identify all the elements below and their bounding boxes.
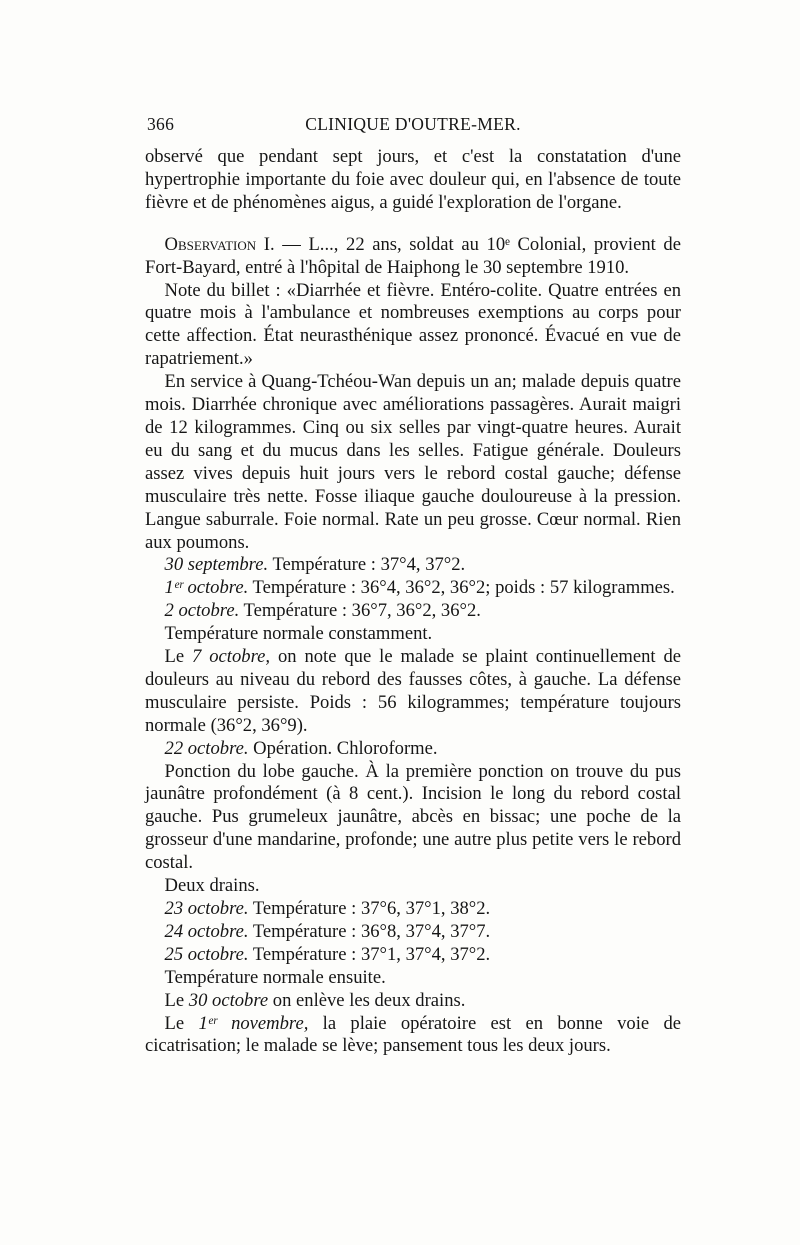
paragraph-temp-ensuite: Température normale ensuite. <box>164 966 386 988</box>
entry-date: 7 octobre, <box>192 646 271 668</box>
entry-text: Température : 37°6, 37°1, 38°2. <box>248 898 491 919</box>
entry-date: 24 octobre. <box>164 920 249 942</box>
paragraph-billet: Note du billet : «Diarrhée et fièvre. Entéro-colite. Quatre entrées en quatre mois à l'ambulance et nombreuses exemptions au corps pour cette affection. État neurasthénique assez prononcé. Évacué en vue de rapatriement.» <box>145 279 681 370</box>
entry-text: la plaie opératoire est en bonne voie de cicatrisation; le malade se lève; pansement tous les deux jours. <box>145 1012 681 1057</box>
entry-date: 1ᵉʳ octobre. <box>164 577 249 599</box>
paragraph-intro: observé que pendant sept jours, et c'est la constatation d'une hypertrophie importante du foie avec douleur qui, en l'absence de toute fièvre et de phénomènes aigus, a guidé l'exploration de l'organe. <box>145 146 681 213</box>
paragraph-temp-normale: Température normale constamment. <box>164 623 433 645</box>
paragraph-history: En service à Quang-Tchéou-Wan depuis un an; malade depuis quatre mois. Diarrhée chronique avec améliorations passagères. Aurait maigri de 12 kilogrammes. Cinq ou six selles par vingt-quatre heures. Aurait eu du sang et du mucus dans les selles. Fatigue générale. Douleurs assez vives depuis huit jours vers le rebord costal gauche; défense musculaire très nette. Fosse iliaque gauche douloureuse à la pression. Langue saburrale. Foie normal. Rate un peu grosse. Cœur normal. Rien aux poumons. <box>145 371 681 553</box>
entry-prefix: Le <box>164 646 193 668</box>
entry-text: Température : 36°8, 37°4, 37°7. <box>248 920 491 942</box>
entry-date: 2 octobre. <box>164 600 240 622</box>
paragraph-drains: Deux drains. <box>164 875 260 897</box>
entry-date: 30 septembre. <box>164 554 269 576</box>
entry-30-octobre <box>145 990 681 1013</box>
entry-date: 1ᵉʳ novembre, <box>198 1012 309 1034</box>
entry-30-septembre <box>145 554 681 577</box>
entry-date: 22 octobre. <box>164 737 249 759</box>
paragraph-ponction: Ponction du lobe gauche. À la première ponction on trouve du pus jaunâtre profondément (à 8 cent.). Incision le long du rebord costal gauche. Pus grumeleux jaunâtre, abcès en bissac; une poche de la grosseur d'une mandarine, profonde; une autre plus petite vers le rebord costal. <box>145 760 681 874</box>
entry-text: Température : 36°7, 36°2, 36°2. <box>239 600 481 622</box>
entry-text: Température : 37°1, 37°4, 37°2. <box>248 943 491 965</box>
entry-date: 25 octobre. <box>164 943 249 965</box>
entry-24-octobre <box>145 921 681 944</box>
entry-text: Température : 37°4, 37°2. <box>268 554 466 576</box>
entry-25-octobre <box>145 944 681 967</box>
entry-prefix: Le <box>164 1012 199 1034</box>
entry-1-novembre <box>145 1013 681 1059</box>
observation-text: — L..., 22 ans, soldat au 10ᵉ Colonial, provient de Fort-Bayard, entré à l'hôpital de Haiphong le 30 septembre 1910. <box>145 233 681 278</box>
entry-text: on enlève les deux drains. <box>268 989 466 1011</box>
entry-7-octobre <box>145 646 681 738</box>
entry-date: 30 octobre <box>188 989 269 1011</box>
entry-prefix: Le <box>164 989 189 1011</box>
entry-23-octobre <box>145 898 681 921</box>
page-number: 366 <box>147 114 175 134</box>
entry-text: Opération. Chloroforme. <box>248 737 438 759</box>
page-header <box>147 114 679 144</box>
entry-text: on note que le malade se plaint continuellement de douleurs au niveau du rebord des fausses côtes, à gauche. La défense musculaire persiste. Poids : 56 kilogrammes; température toujours normale (36°2, 36°9). <box>145 646 682 736</box>
entry-2-octobre <box>145 600 681 623</box>
body-text <box>145 146 681 1058</box>
entry-22-octobre <box>145 738 681 761</box>
running-title: CLINIQUE D'OUTRE-MER. <box>305 114 521 134</box>
entry-text: Température : 36°4, 36°2, 36°2; poids : 57 kilogrammes. <box>248 577 675 599</box>
entry-date: 23 octobre. <box>164 898 249 919</box>
entry-1-octobre <box>145 577 681 600</box>
observation-paragraph <box>145 234 681 280</box>
observation-label: Observation I. <box>164 233 275 255</box>
